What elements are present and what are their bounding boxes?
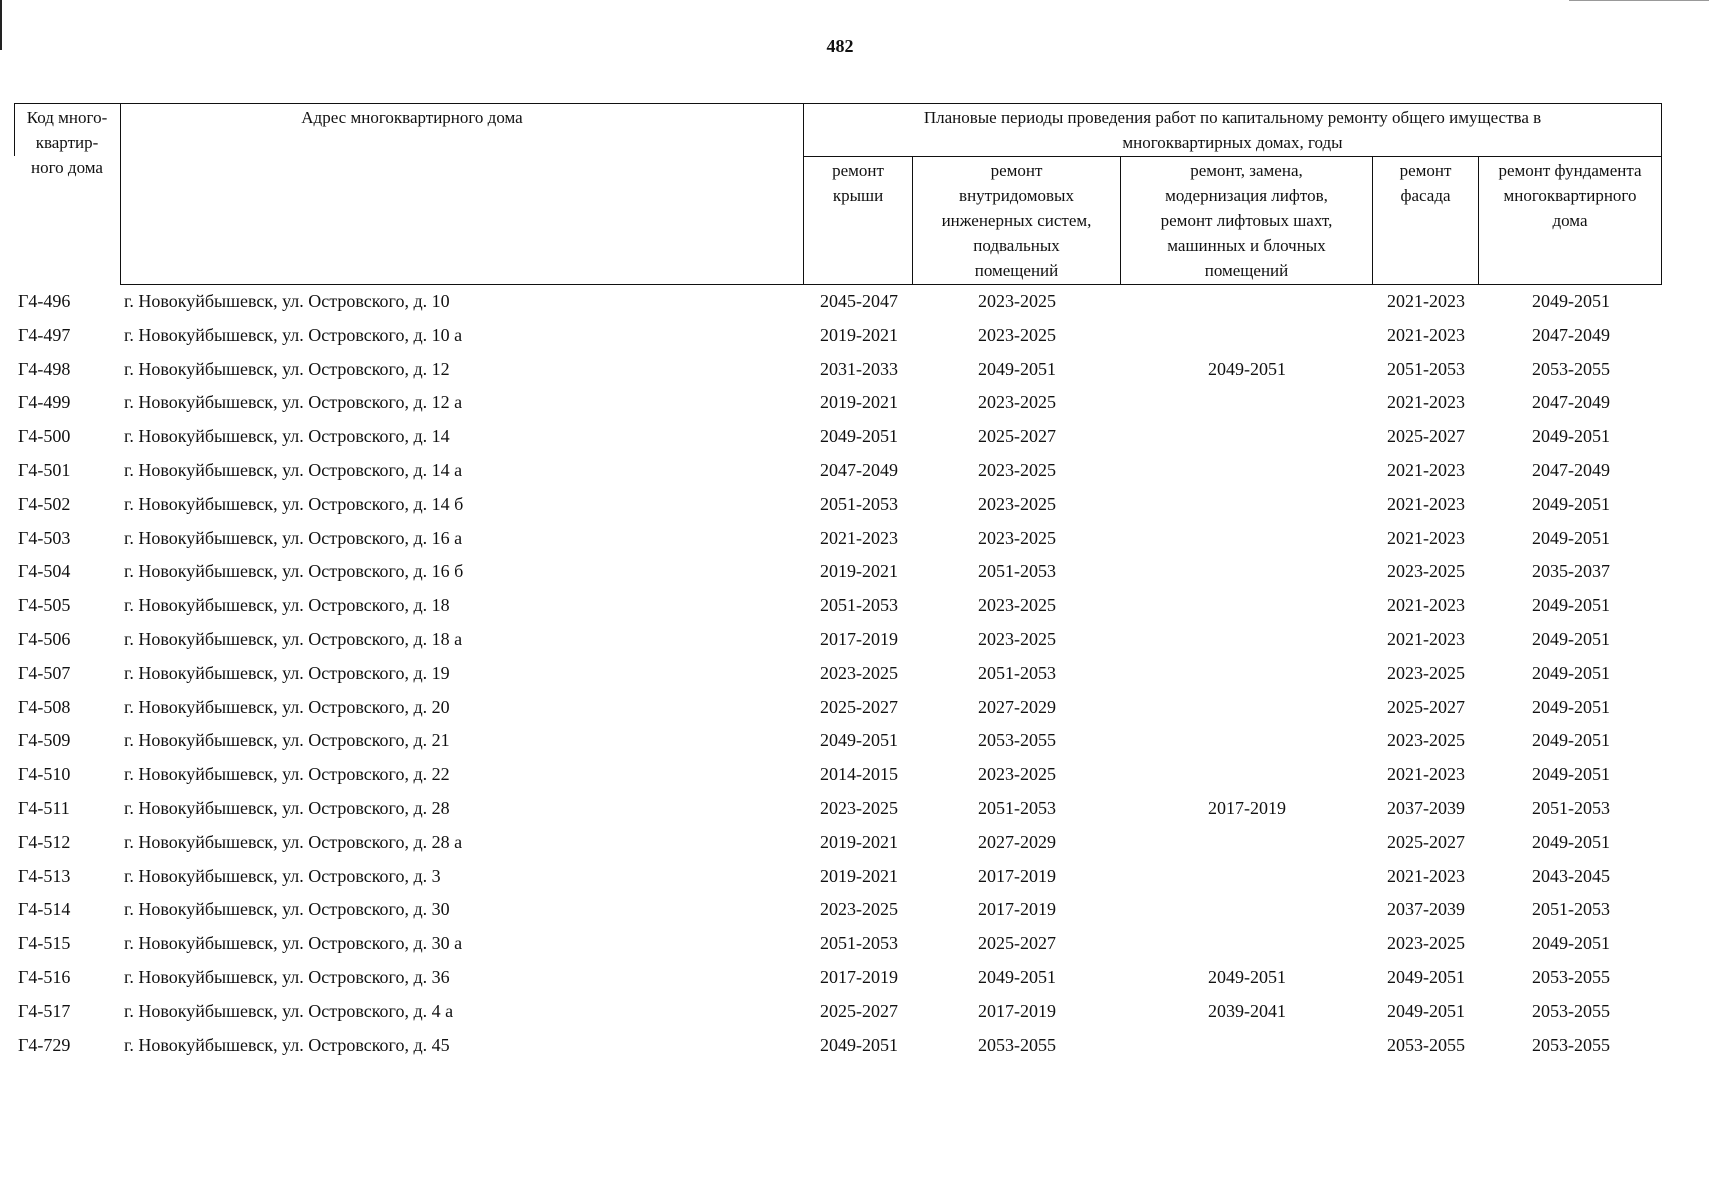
row-foundation-period: 2053-2055 bbox=[1532, 358, 1610, 379]
page-number: 482 bbox=[826, 36, 854, 56]
row-roof-period: 2019-2021 bbox=[820, 392, 898, 413]
row-facade-period: 2023-2025 bbox=[1387, 730, 1465, 751]
row-facade-period: 2025-2027 bbox=[1387, 696, 1465, 717]
row-engineering-period: 2025-2027 bbox=[978, 933, 1056, 954]
row-address: г. Новокуйбышевск, ул. Островского, д. 14 а bbox=[124, 460, 463, 480]
row-engineering-period: 2051-2053 bbox=[978, 798, 1056, 818]
row-code: Г4-507 bbox=[18, 662, 71, 683]
row-engineering-period: 2053-2055 bbox=[978, 1034, 1056, 1055]
row-address: г. Новокуйбышевск, ул. Островского, д. 10 а bbox=[124, 324, 463, 345]
row-roof-period: 2051-2053 bbox=[820, 933, 898, 954]
row-address: г. Новокуйбышевск, ул. Островского, д. 10 bbox=[124, 291, 450, 311]
header-divider-code-address bbox=[120, 103, 121, 285]
row-code: Г4-511 bbox=[18, 798, 70, 818]
table-row bbox=[0, 759, 1709, 789]
table-row bbox=[0, 286, 1709, 316]
row-code: Г4-501 bbox=[18, 460, 71, 480]
table-row bbox=[0, 624, 1709, 654]
table-row bbox=[0, 523, 1709, 553]
row-roof-period: 2023-2025 bbox=[820, 798, 898, 818]
row-engineering-period: 2023-2025 bbox=[978, 460, 1056, 480]
row-lifts-period: 2049-2051 bbox=[1208, 358, 1286, 379]
row-roof-period: 2021-2023 bbox=[820, 527, 898, 548]
row-engineering-period: 2053-2055 bbox=[978, 730, 1056, 751]
row-foundation-period: 2051-2053 bbox=[1532, 899, 1610, 920]
table-row bbox=[0, 692, 1709, 722]
row-engineering-period: 2023-2025 bbox=[978, 324, 1056, 345]
row-code: Г4-499 bbox=[18, 392, 71, 413]
row-foundation-period: 2051-2053 bbox=[1532, 798, 1610, 818]
row-foundation-period: 2043-2045 bbox=[1532, 865, 1610, 886]
row-engineering-period: 2027-2029 bbox=[978, 696, 1056, 717]
table-row bbox=[0, 556, 1709, 586]
row-engineering-period: 2017-2019 bbox=[978, 1000, 1056, 1021]
row-engineering-period: 2023-2025 bbox=[978, 392, 1056, 413]
row-code: Г4-509 bbox=[18, 730, 71, 751]
row-foundation-period: 2053-2055 bbox=[1532, 1034, 1610, 1055]
row-code: Г4-505 bbox=[18, 595, 71, 616]
row-engineering-period: 2051-2053 bbox=[978, 662, 1056, 683]
row-engineering-period: 2049-2051 bbox=[978, 967, 1056, 987]
row-code: Г4-512 bbox=[18, 831, 71, 852]
row-facade-period: 2037-2039 bbox=[1387, 899, 1465, 920]
row-facade-period: 2049-2051 bbox=[1387, 1000, 1465, 1021]
row-facade-period: 2021-2023 bbox=[1387, 865, 1465, 886]
row-lifts-period: 2039-2041 bbox=[1208, 1000, 1286, 1021]
table-row bbox=[0, 590, 1709, 620]
row-foundation-period: 2049-2051 bbox=[1532, 426, 1610, 447]
row-facade-period: 2025-2027 bbox=[1387, 831, 1465, 852]
row-engineering-period: 2023-2025 bbox=[978, 629, 1056, 649]
row-address: г. Новокуйбышевск, ул. Островского, д. 18 а bbox=[124, 629, 463, 649]
row-foundation-period: 2049-2051 bbox=[1532, 764, 1610, 785]
row-address: г. Новокуйбышевск, ул. Островского, д. 45 bbox=[124, 1034, 450, 1055]
row-address: г. Новокуйбышевск, ул. Островского, д. 21 bbox=[124, 730, 450, 751]
row-engineering-period: 2023-2025 bbox=[978, 493, 1056, 514]
row-facade-period: 2021-2023 bbox=[1387, 324, 1465, 345]
row-code: Г4-514 bbox=[18, 899, 71, 920]
row-lifts-period: 2017-2019 bbox=[1208, 798, 1286, 818]
row-engineering-period: 2025-2027 bbox=[978, 426, 1056, 447]
row-address: г. Новокуйбышевск, ул. Островского, д. 28 а bbox=[124, 831, 463, 852]
row-roof-period: 2049-2051 bbox=[820, 730, 898, 751]
row-code: Г4-516 bbox=[18, 967, 71, 987]
table-row bbox=[0, 827, 1709, 857]
row-facade-period: 2023-2025 bbox=[1387, 662, 1465, 683]
row-foundation-period: 2049-2051 bbox=[1532, 493, 1610, 514]
header-facade: ремонт фасада bbox=[1399, 161, 1452, 205]
row-roof-period: 2019-2021 bbox=[820, 561, 898, 582]
row-facade-period: 2037-2039 bbox=[1387, 798, 1465, 818]
row-foundation-period: 2053-2055 bbox=[1532, 967, 1610, 987]
row-engineering-period: 2017-2019 bbox=[978, 865, 1056, 886]
row-facade-period: 2021-2023 bbox=[1387, 629, 1465, 649]
row-address: г. Новокуйбышевск, ул. Островского, д. 19 bbox=[124, 662, 450, 683]
header-engineering: ремонт внутридомовых инженерных систем, подвальных помещений bbox=[941, 161, 1092, 280]
row-address: г. Новокуйбышевск, ул. Островского, д. 16 б bbox=[124, 561, 464, 582]
row-facade-period: 2021-2023 bbox=[1387, 460, 1465, 480]
row-roof-period: 2051-2053 bbox=[820, 493, 898, 514]
row-lifts-period: 2049-2051 bbox=[1208, 967, 1286, 987]
row-address: г. Новокуйбышевск, ул. Островского, д. 14 б bbox=[124, 493, 464, 514]
row-foundation-period: 2049-2051 bbox=[1532, 696, 1610, 717]
row-facade-period: 2049-2051 bbox=[1387, 967, 1465, 987]
row-foundation-period: 2047-2049 bbox=[1532, 324, 1610, 345]
table-row bbox=[0, 320, 1709, 350]
row-foundation-period: 2049-2051 bbox=[1532, 527, 1610, 548]
row-address: г. Новокуйбышевск, ул. Островского, д. 12 а bbox=[124, 392, 463, 413]
row-roof-period: 2047-2049 bbox=[820, 460, 898, 480]
row-address: г. Новокуйбышевск, ул. Островского, д. 36 bbox=[124, 967, 450, 987]
row-code: Г4-504 bbox=[18, 561, 71, 582]
row-foundation-period: 2049-2051 bbox=[1532, 629, 1610, 649]
row-foundation-period: 2049-2051 bbox=[1532, 933, 1610, 954]
row-foundation-period: 2047-2049 bbox=[1532, 392, 1610, 413]
row-code: Г4-503 bbox=[18, 527, 71, 548]
table-row bbox=[0, 1030, 1709, 1060]
header-right-border bbox=[1661, 103, 1662, 285]
row-roof-period: 2051-2053 bbox=[820, 595, 898, 616]
row-code: Г4-506 bbox=[18, 629, 71, 649]
row-code: Г4-496 bbox=[18, 291, 71, 311]
table-row bbox=[0, 861, 1709, 891]
row-address: г. Новокуйбышевск, ул. Островского, д. 14 bbox=[124, 426, 450, 447]
scan-edge-mark bbox=[0, 0, 2, 50]
row-address: г. Новокуйбышевск, ул. Островского, д. 30 а bbox=[124, 933, 463, 954]
row-facade-period: 2021-2023 bbox=[1387, 392, 1465, 413]
table-row bbox=[0, 658, 1709, 688]
row-roof-period: 2025-2027 bbox=[820, 1000, 898, 1021]
table-row bbox=[0, 421, 1709, 451]
row-engineering-period: 2023-2025 bbox=[978, 595, 1056, 616]
row-foundation-period: 2053-2055 bbox=[1532, 1000, 1610, 1021]
row-facade-period: 2051-2053 bbox=[1387, 358, 1465, 379]
row-roof-period: 2019-2021 bbox=[820, 831, 898, 852]
row-code: Г4-513 bbox=[18, 865, 71, 886]
row-engineering-period: 2023-2025 bbox=[978, 527, 1056, 548]
row-facade-period: 2053-2055 bbox=[1387, 1034, 1465, 1055]
row-address: г. Новокуйбышевск, ул. Островского, д. 16 а bbox=[124, 527, 463, 548]
header-group-divider bbox=[803, 156, 1662, 157]
row-facade-period: 2021-2023 bbox=[1387, 291, 1465, 311]
row-facade-period: 2023-2025 bbox=[1387, 561, 1465, 582]
row-engineering-period: 2017-2019 bbox=[978, 899, 1056, 920]
row-roof-period: 2045-2047 bbox=[820, 291, 898, 311]
row-facade-period: 2023-2025 bbox=[1387, 933, 1465, 954]
row-roof-period: 2019-2021 bbox=[820, 865, 898, 886]
header-group-title: Плановые периоды проведения работ по капитальному ремонту общего имущества в многоквартирных домах, годы bbox=[923, 108, 1542, 152]
table-row bbox=[0, 387, 1709, 417]
header-code: Код много- квартир- ного дома bbox=[26, 108, 108, 177]
row-foundation-period: 2035-2037 bbox=[1532, 561, 1610, 582]
header-bottom-border-right bbox=[120, 284, 1662, 285]
row-roof-period: 2049-2051 bbox=[820, 426, 898, 447]
row-facade-period: 2021-2023 bbox=[1387, 493, 1465, 514]
table-row bbox=[0, 793, 1709, 823]
row-address: г. Новокуйбышевск, ул. Островского, д. 3 bbox=[124, 865, 441, 886]
header-foundation: ремонт фундамента многоквартирного дома bbox=[1498, 161, 1642, 230]
header-lifts: ремонт, замена, модернизация лифтов, ремонт лифтовых шахт, машинных и блочных помещений bbox=[1160, 161, 1333, 280]
row-roof-period: 2031-2033 bbox=[820, 358, 898, 379]
row-address: г. Новокуйбышевск, ул. Островского, д. 20 bbox=[124, 696, 450, 717]
row-foundation-period: 2049-2051 bbox=[1532, 730, 1610, 751]
row-code: Г4-498 bbox=[18, 358, 71, 379]
row-foundation-period: 2049-2051 bbox=[1532, 291, 1610, 311]
row-code: Г4-510 bbox=[18, 764, 71, 785]
table-header bbox=[14, 103, 1662, 285]
row-address: г. Новокуйбышевск, ул. Островского, д. 4 а bbox=[124, 1000, 454, 1021]
row-foundation-period: 2049-2051 bbox=[1532, 595, 1610, 616]
row-engineering-period: 2027-2029 bbox=[978, 831, 1056, 852]
scan-edge-mark-top bbox=[1569, 0, 1709, 1]
table-row bbox=[0, 962, 1709, 992]
table-row bbox=[0, 928, 1709, 958]
row-foundation-period: 2049-2051 bbox=[1532, 662, 1610, 683]
row-code: Г4-500 bbox=[18, 426, 71, 447]
table-row bbox=[0, 489, 1709, 519]
row-foundation-period: 2049-2051 bbox=[1532, 831, 1610, 852]
row-roof-period: 2023-2025 bbox=[820, 662, 898, 683]
row-facade-period: 2021-2023 bbox=[1387, 527, 1465, 548]
row-roof-period: 2019-2021 bbox=[820, 324, 898, 345]
row-facade-period: 2025-2027 bbox=[1387, 426, 1465, 447]
table-row bbox=[0, 996, 1709, 1026]
row-code: Г4-729 bbox=[18, 1034, 71, 1055]
row-code: Г4-508 bbox=[18, 696, 71, 717]
row-engineering-period: 2049-2051 bbox=[978, 358, 1056, 379]
header-address: Адрес многоквартирного дома bbox=[301, 108, 523, 127]
row-address: г. Новокуйбышевск, ул. Островского, д. 28 bbox=[124, 798, 450, 818]
row-roof-period: 2017-2019 bbox=[820, 629, 898, 649]
table-row bbox=[0, 455, 1709, 485]
table-row bbox=[0, 894, 1709, 924]
header-roof: ремонт крыши bbox=[832, 161, 884, 205]
table-row bbox=[0, 725, 1709, 755]
row-address: г. Новокуйбышевск, ул. Островского, д. 30 bbox=[124, 899, 450, 920]
table-row bbox=[0, 354, 1709, 384]
row-address: г. Новокуйбышевск, ул. Островского, д. 12 bbox=[124, 358, 450, 379]
row-code: Г4-497 bbox=[18, 324, 71, 345]
row-roof-period: 2023-2025 bbox=[820, 899, 898, 920]
row-code: Г4-515 bbox=[18, 933, 71, 954]
row-roof-period: 2025-2027 bbox=[820, 696, 898, 717]
row-code: Г4-517 bbox=[18, 1000, 71, 1021]
row-address: г. Новокуйбышевск, ул. Островского, д. 18 bbox=[124, 595, 450, 616]
header-top-border bbox=[14, 103, 1662, 104]
row-code: Г4-502 bbox=[18, 493, 71, 514]
row-engineering-period: 2023-2025 bbox=[978, 764, 1056, 785]
row-roof-period: 2014-2015 bbox=[820, 764, 898, 785]
header-left-border bbox=[14, 103, 15, 156]
row-facade-period: 2021-2023 bbox=[1387, 764, 1465, 785]
row-facade-period: 2021-2023 bbox=[1387, 595, 1465, 616]
row-engineering-period: 2023-2025 bbox=[978, 291, 1056, 311]
row-roof-period: 2049-2051 bbox=[820, 1034, 898, 1055]
row-address: г. Новокуйбышевск, ул. Островского, д. 22 bbox=[124, 764, 450, 785]
row-engineering-period: 2051-2053 bbox=[978, 561, 1056, 582]
row-roof-period: 2017-2019 bbox=[820, 967, 898, 987]
row-foundation-period: 2047-2049 bbox=[1532, 460, 1610, 480]
